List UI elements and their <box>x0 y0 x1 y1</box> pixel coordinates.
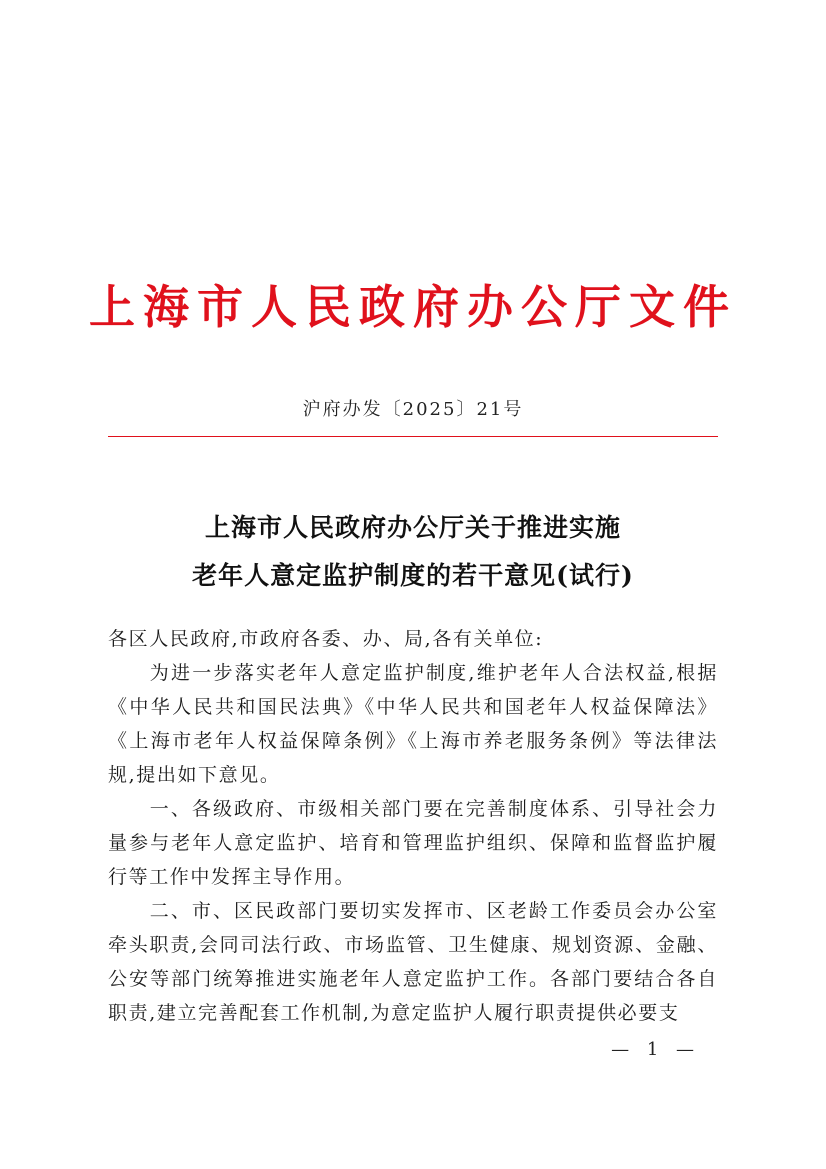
red-separator-line <box>108 436 718 437</box>
body-paragraph-2: 二、市、区民政部门要切实发挥市、区老龄工作委员会办公室牵头职责,会同司法行政、市场监管、卫生健康、规划资源、金融、公安等部门统筹推进实施老年人意定监护工作。各部门要结合各自职责,建立完善配套工作机制,为意定监护人履行职责提供必要支 <box>108 900 718 1024</box>
page-number: — 1 — <box>611 1039 700 1060</box>
body-paragraph-1: 一、各级政府、市级相关部门要在完善制度体系、引导社会力量参与老年人意定监护、培育和管理监护组织、保障和监督监护履行等工作中发挥主导作用。 <box>108 798 718 888</box>
salutation: 各区人民政府,市政府各委、办、局,各有关单位: <box>108 628 544 650</box>
issuing-authority-header: 上海市人民政府办公厅文件 <box>89 280 737 334</box>
document-title-line-1: 上海市人民政府办公厅关于推进实施 <box>204 513 621 542</box>
document-title-line-2: 老年人意定监护制度的若干意见(试行) <box>192 561 634 590</box>
body-paragraph-intro: 为进一步落实老年人意定监护制度,维护老年人合法权益,根据《中华人民共和国民法典》《中华人民共和国老年人权益保障法》《上海市老年人权益保障条例》《上海市养老服务条例》等法律法规,提出如下意见。 <box>108 662 718 786</box>
document-body <box>108 622 718 1030</box>
document-number: 沪府办发〔2025〕21号 <box>302 399 524 420</box>
